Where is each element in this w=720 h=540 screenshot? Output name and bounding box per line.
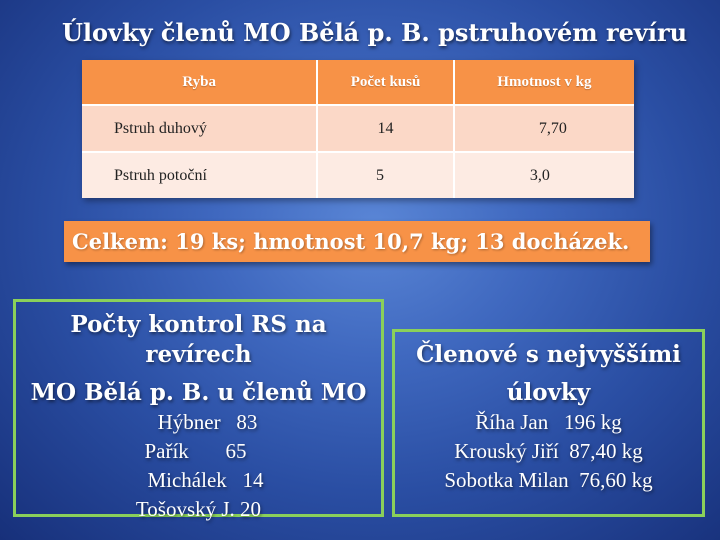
column-header-count: Počet kusů — [317, 60, 453, 105]
controls-heading-line2: MO Bělá p. B. u členů MO — [30, 379, 367, 406]
cell-weight: 7,70 — [454, 105, 634, 152]
table-header-row — [82, 60, 634, 105]
column-header-fish: Ryba — [82, 60, 317, 105]
top-members-box — [392, 329, 705, 517]
cell-count: 14 — [317, 105, 453, 152]
catch-table — [82, 60, 634, 198]
controls-item: Pařík 65 — [144, 439, 247, 463]
top-members-item: Říha Jan 196 kg — [475, 410, 622, 434]
top-members-item: Krouský Jiří 87,40 kg — [454, 439, 643, 463]
table-row — [82, 105, 634, 152]
cell-count: 5 — [317, 152, 453, 198]
table-row — [82, 152, 634, 198]
controls-item: Tošovský J. 20 — [135, 497, 262, 521]
controls-box — [13, 299, 384, 521]
controls-heading-line1: Počty kontrol RS na revírech — [70, 311, 327, 368]
cell-fish: Pstruh duhový — [82, 105, 317, 152]
top-members-heading-line1: Členové s nejvyššími — [416, 341, 681, 368]
cell-weight: 3,0 — [454, 152, 634, 198]
top-members-heading-line2: úlovky — [506, 379, 591, 406]
controls-item: Michálek 14 — [147, 468, 264, 492]
cell-fish: Pstruh potoční — [82, 152, 317, 198]
slide-title: Úlovky členů MO Bělá p. B. pstruhovém revíru — [62, 18, 688, 47]
summary-banner: Celkem: 19 ks; hmotnost 10,7 kg; 13 docházek. — [64, 221, 650, 262]
controls-item: Hýbner 83 — [157, 410, 258, 434]
top-members-item: Sobotka Milan 76,60 kg — [444, 468, 653, 492]
column-header-weight: Hmotnost v kg — [454, 60, 634, 105]
